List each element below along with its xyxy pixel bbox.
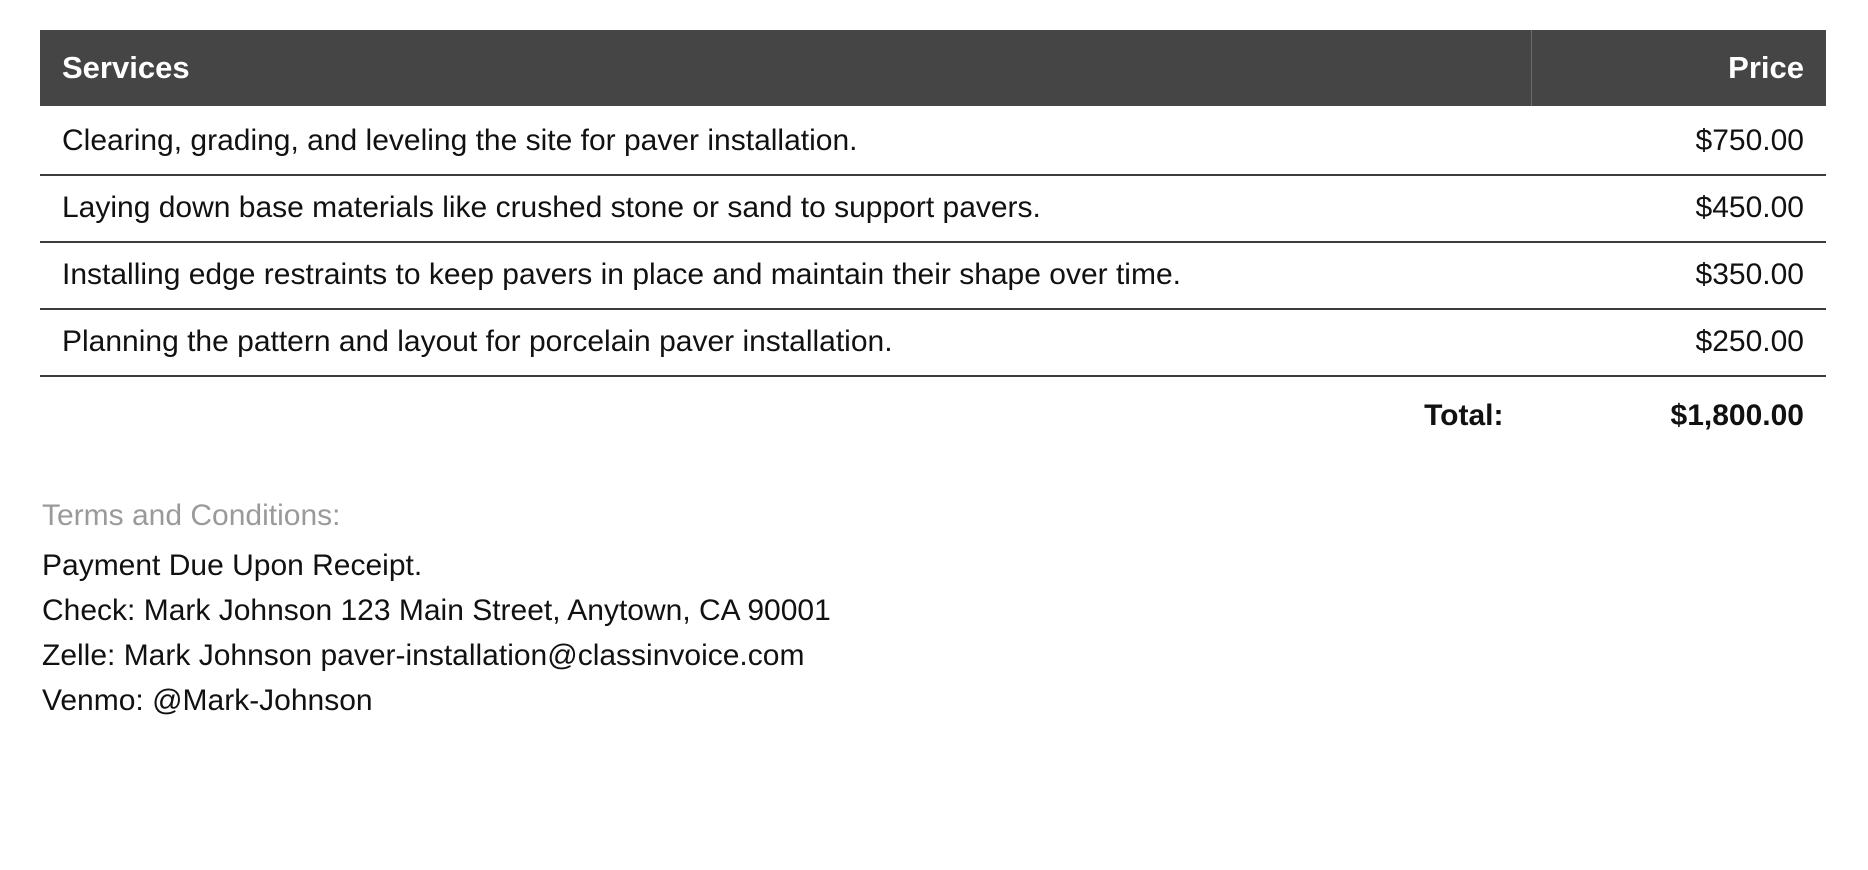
- table-row: [40, 242, 1826, 309]
- table-header-row: [40, 30, 1826, 106]
- service-description: Clearing, grading, and leveling the site for paver installation.: [40, 106, 1532, 175]
- table-total-row: [40, 376, 1826, 449]
- service-description: Installing edge restraints to keep pavers in place and maintain their shape over time.: [40, 242, 1532, 309]
- service-price: $350.00: [1532, 242, 1827, 309]
- service-description: Planning the pattern and layout for porcelain paver installation.: [40, 309, 1532, 376]
- total-value: $1,800.00: [1670, 399, 1804, 432]
- column-header-services: Services: [40, 30, 1532, 106]
- total-label: Total:: [1424, 399, 1504, 432]
- terms-and-conditions-section: [40, 499, 1828, 723]
- table-header: [40, 30, 1826, 106]
- table-row: [40, 175, 1826, 242]
- column-header-price: Price: [1532, 30, 1827, 106]
- table-body: [40, 106, 1826, 449]
- service-price: $450.00: [1532, 175, 1827, 242]
- terms-line: Payment Due Upon Receipt.: [42, 549, 423, 582]
- table-row: [40, 309, 1826, 376]
- service-price: $750.00: [1532, 106, 1827, 175]
- table-row: [40, 106, 1826, 175]
- terms-line: Check: Mark Johnson 123 Main Street, Anytown, CA 90001: [42, 594, 831, 627]
- service-description: Laying down base materials like crushed stone or sand to support pavers.: [40, 175, 1532, 242]
- terms-title: Terms and Conditions:: [42, 499, 341, 532]
- terms-line: Zelle: Mark Johnson paver-installation@classinvoice.com: [42, 639, 805, 672]
- service-price: $250.00: [1532, 309, 1827, 376]
- terms-line: Venmo: @Mark-Johnson: [42, 684, 373, 717]
- services-price-table: [40, 30, 1826, 449]
